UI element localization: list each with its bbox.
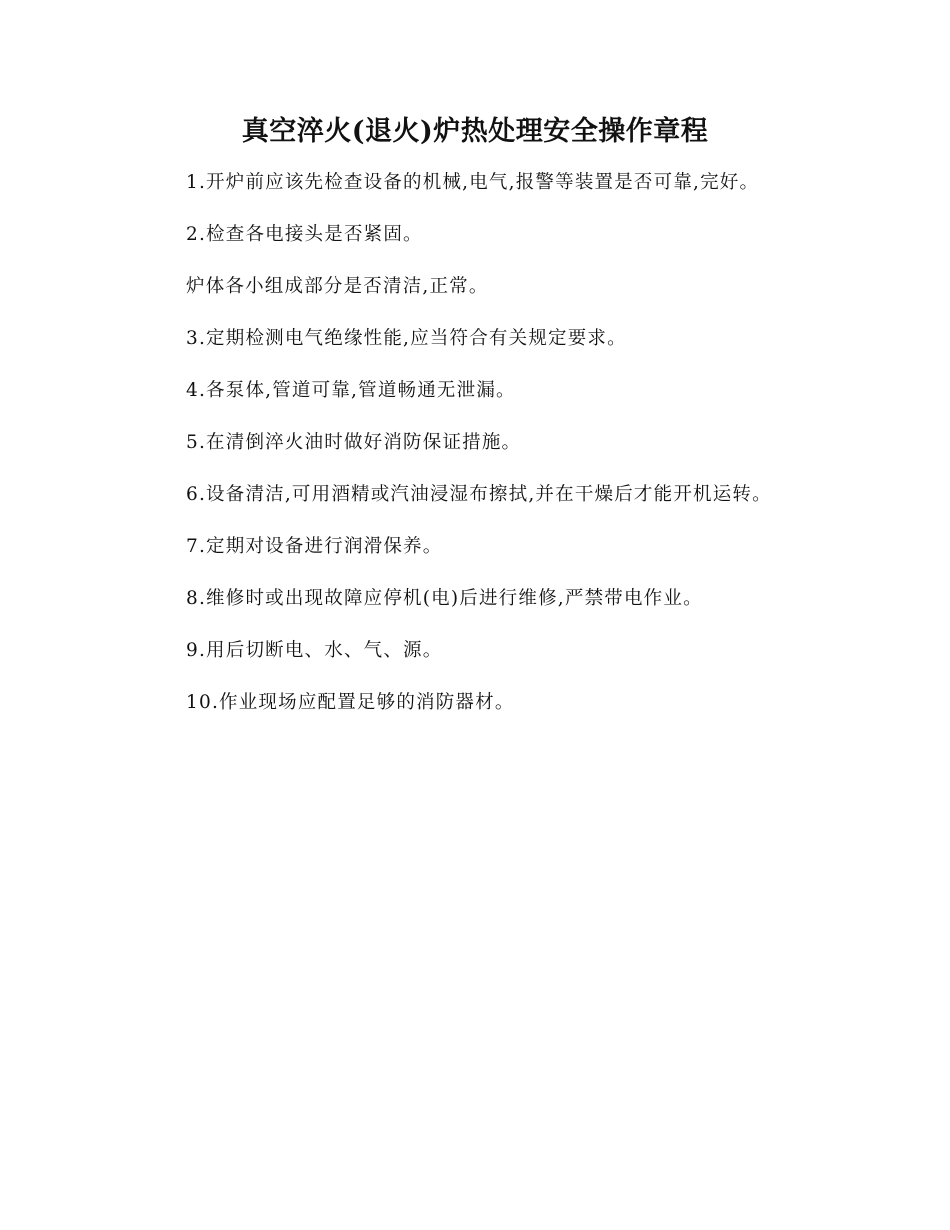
paragraph-item-2: 2.检查各电接头是否紧固。 [186,224,423,245]
paragraph-item-4: 4.各泵体,管道可靠,管道畅通无泄漏。 [186,380,516,401]
paragraph-item-2-note: 炉体各小组成部分是否清洁,正常。 [186,276,489,297]
document-body [142,166,808,720]
paragraph-spacer [142,408,808,426]
paragraph-item-3: 3.定期检测电气绝缘性能,应当符合有关规定要求。 [186,328,627,349]
paragraph-spacer [142,512,808,530]
paragraph-spacer [142,304,808,322]
paragraph-item-9: 9.用后切断电、水、气、源。 [186,640,443,661]
paragraph-item-10: 10.作业现场应配置足够的消防器材。 [186,692,515,713]
document-title: 真空淬火(退火)炉热处理安全操作章程 [241,116,709,147]
paragraph-item-7: 7.定期对设备进行润滑保养。 [186,536,443,557]
paragraph-spacer [142,616,808,634]
paragraph-spacer [142,564,808,582]
paragraph-item-1: 1.开炉前应该先检查设备的机械,电气,报警等装置是否可靠,完好。 [186,172,760,193]
paragraph-spacer [142,200,808,218]
paragraph-spacer [142,356,808,374]
paragraph-spacer [142,252,808,270]
paragraph-spacer [142,668,808,686]
paragraph-item-6: 6.设备清洁,可用酒精或汽油浸湿布擦拭,并在干燥后才能开机运转。 [186,484,772,505]
paragraph-spacer [142,460,808,478]
paragraph-item-8: 8.维修时或出现故障应停机(电)后进行维修,严禁带电作业。 [186,588,703,609]
paragraph-item-5: 5.在清倒淬火油时做好消防保证措施。 [186,432,522,453]
